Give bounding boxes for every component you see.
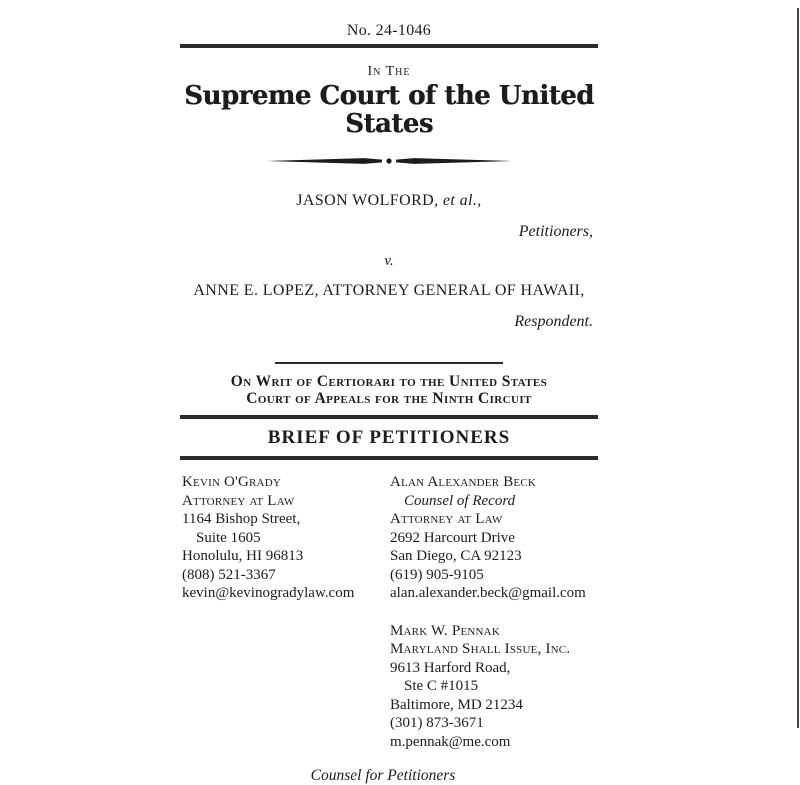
decorative-spindle-divider: [180, 156, 598, 166]
writ-statement: [180, 373, 598, 407]
attorney-name: Mark W. Pennak: [390, 622, 500, 639]
attorney-name: Alan Alexander Beck: [390, 474, 537, 490]
phone-line: (619) 905-9105: [390, 566, 484, 583]
counsel-block-pennak: [390, 622, 598, 752]
respondent-name-line: ANNE E. LOPEZ, ATTORNEY GENERAL OF HAWAII,: [193, 282, 585, 299]
counsel-column-left: [182, 473, 390, 751]
versus-line: v.: [384, 253, 394, 269]
petitioner-label: Petitioners,: [518, 223, 593, 240]
address-line: 2692 Harcourt Drive: [390, 529, 515, 546]
petitioner-etal: et al.,: [442, 192, 482, 209]
in-the-line: In The: [367, 64, 411, 79]
city-state-zip-line: Baltimore, MD 21234: [390, 696, 523, 713]
petitioner-name: JASON WOLFORD,: [296, 192, 439, 209]
address-line: 1164 Bishop Street,: [182, 511, 301, 527]
email-line: alan.alexander.beck@gmail.com: [390, 585, 586, 601]
address-line: Ste C #1015: [404, 678, 479, 694]
city-state-zip-line: San Diego, CA 92123: [390, 548, 522, 564]
phone-line: (301) 873-3671: [390, 715, 484, 731]
firm-line: Attorney at Law: [182, 492, 295, 509]
counsel-column-right: [390, 473, 598, 751]
petitioner-name-line: [180, 192, 598, 210]
writ-line-2: Court of Appeals for the Ninth Circuit: [246, 390, 532, 407]
single-rule-divider: [275, 362, 503, 364]
counsel-of-record-line: Counsel of Record: [404, 492, 516, 509]
court-name-title: Supreme Court of the United States: [184, 81, 594, 139]
email-line: m.pennak@me.com: [390, 733, 511, 750]
email-line: kevin@kevinogradylaw.com: [182, 585, 355, 601]
attorney-name: Kevin O'Grady: [182, 474, 281, 490]
address-line: Suite 1605: [196, 529, 261, 546]
page-scan-edge-line: [797, 8, 799, 728]
brief-title: BRIEF OF PETITIONERS: [267, 427, 511, 448]
double-rule-above-title: [180, 415, 598, 419]
double-rule-below-title: [180, 456, 598, 460]
double-rule-top: [180, 44, 598, 48]
city-state-zip-line: Honolulu, HI 96813: [182, 548, 304, 564]
respondent-label: Respondent.: [514, 313, 593, 330]
document-content: [180, 0, 598, 785]
case-number: No. 24-1046: [346, 22, 432, 39]
address-line: 9613 Harford Road,: [390, 659, 511, 676]
spindle-divider-icon: [266, 156, 512, 166]
counsel-block-beck: [390, 473, 598, 603]
organization-line: Maryland Shall Issue, Inc.: [390, 641, 571, 657]
counsel-block-gap: [390, 603, 598, 622]
counsel-section: [180, 473, 598, 751]
firm-line: Attorney at Law: [390, 511, 503, 527]
writ-line-1: On Writ of Certiorari to the United States: [230, 373, 548, 390]
counsel-for-petitioners-line: Counsel for Petitioners: [310, 767, 456, 784]
phone-line: (808) 521-3367: [182, 566, 276, 583]
